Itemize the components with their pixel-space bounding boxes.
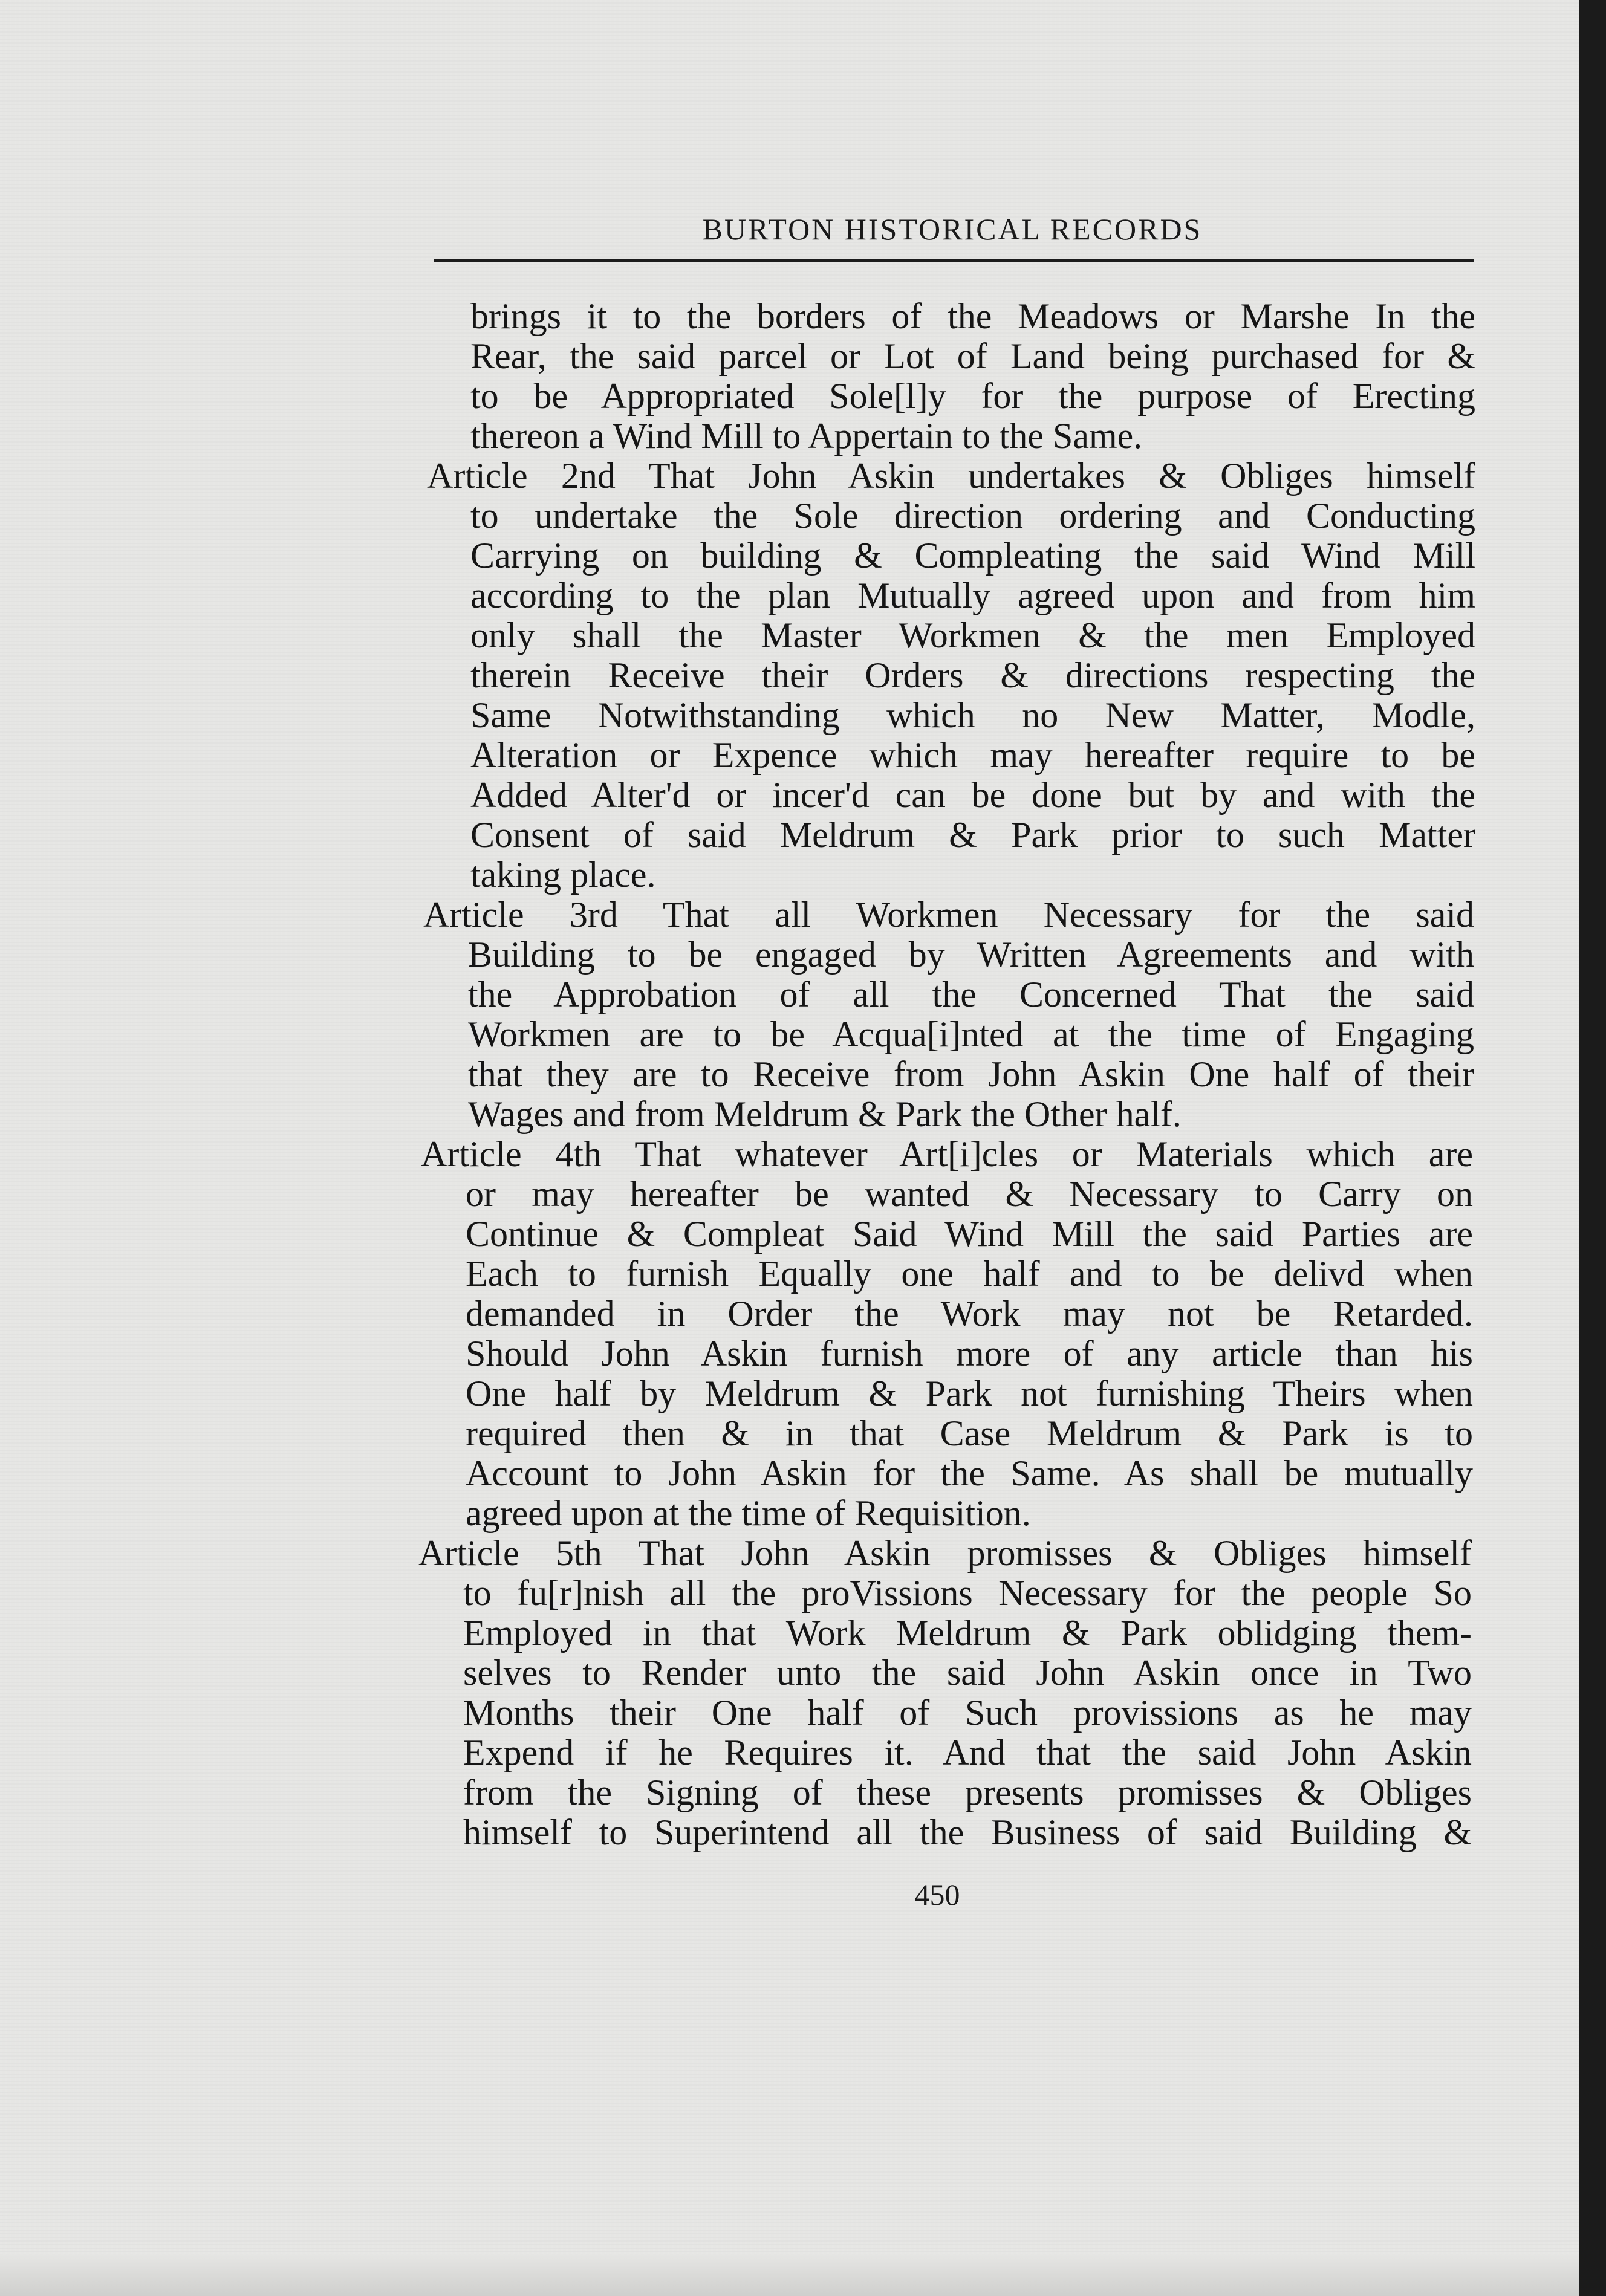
text-line: Continue & Compleat Said Wind Mill the said Parties are [466, 1214, 1473, 1254]
text-line: to fu[r]nish all the proVissions Necessary for the people So [463, 1573, 1472, 1613]
text-line: Rear, the said parcel or Lot of Land being purchased for & [470, 336, 1475, 376]
text-line: required then & in that Case Meldrum & Park is to [466, 1413, 1473, 1453]
text-line: that they are to Receive from John Askin One half of their [468, 1054, 1474, 1094]
header-rule [434, 259, 1474, 262]
page-bottom-shadow [0, 2254, 1579, 2296]
text-line: to be Appropriated Sole[l]y for the purpose of Erecting [470, 376, 1475, 416]
text-line: Each to furnish Equally one half and to be delivd when [466, 1254, 1473, 1294]
text-line: Same Notwithstanding which no New Matter, Modle, [470, 695, 1475, 735]
text-line: Building to be engaged by Written Agreements and with [468, 935, 1474, 975]
text-line: according to the plan Mutually agreed upon and from him [470, 576, 1475, 615]
text-line: taking place. [470, 855, 656, 895]
text-line: Account to John Askin for the Same. As shall be mutually [466, 1453, 1473, 1493]
text-line: Article 3rd That all Workmen Necessary for the said [423, 895, 1474, 935]
text-line: the Approbation of all the Concerned That the said [468, 975, 1474, 1014]
text-line: Added Alter'd or incer'd can be done but by and with the [470, 775, 1475, 815]
text-line: Article 2nd That John Askin undertakes & Obliges himself [427, 456, 1475, 496]
running-head: BURTON HISTORICAL RECORDS [702, 212, 1203, 246]
text-line: agreed upon at the time of Requisition. [466, 1493, 1031, 1533]
page-number: 450 [914, 1878, 960, 1912]
text-line: Months their One half of Such provissions as he may [463, 1693, 1472, 1733]
text-line: Employed in that Work Meldrum & Park oblidging them- [463, 1613, 1472, 1653]
text-line: only shall the Master Workmen & the men Employed [470, 615, 1475, 655]
text-line: to undertake the Sole direction ordering and Conducting [470, 496, 1475, 536]
text-line: himself to Superintend all the Business of said Building & [463, 1812, 1472, 1852]
text-line: Wages and from Meldrum & Park the Other half. [468, 1094, 1182, 1134]
text-line: Should John Askin furnish more of any article than his [466, 1334, 1473, 1373]
text-line: brings it to the borders of the Meadows or Marshe In the [470, 296, 1475, 336]
text-line: thereon a Wind Mill to Appertain to the Same. [470, 416, 1143, 456]
text-line: or may hereafter be wanted & Necessary to Carry on [466, 1174, 1473, 1214]
text-line: Workmen are to be Acqua[i]nted at the time of Engaging [468, 1014, 1474, 1054]
text-line: demanded in Order the Work may not be Retarded. [466, 1294, 1473, 1334]
text-line: Expend if he Requires it. And that the said John Askin [463, 1733, 1472, 1772]
text-line: One half by Meldrum & Park not furnishing Theirs when [466, 1373, 1473, 1413]
text-line: Alteration or Expence which may hereafter require to be [470, 735, 1475, 775]
text-line: therein Receive their Orders & directions respecting the [470, 655, 1475, 695]
text-line: selves to Render unto the said John Askin once in Two [463, 1653, 1472, 1693]
text-line: Consent of said Meldrum & Park prior to such Matter [470, 815, 1475, 855]
text-line: from the Signing of these presents promisses & Obliges [463, 1772, 1472, 1812]
text-line: Carrying on building & Compleating the said Wind Mill [470, 536, 1475, 576]
text-line: Article 5th That John Askin promisses & Obliges himself [418, 1533, 1472, 1573]
text-line: Article 4th That whatever Art[i]cles or Materials which are [421, 1134, 1473, 1174]
